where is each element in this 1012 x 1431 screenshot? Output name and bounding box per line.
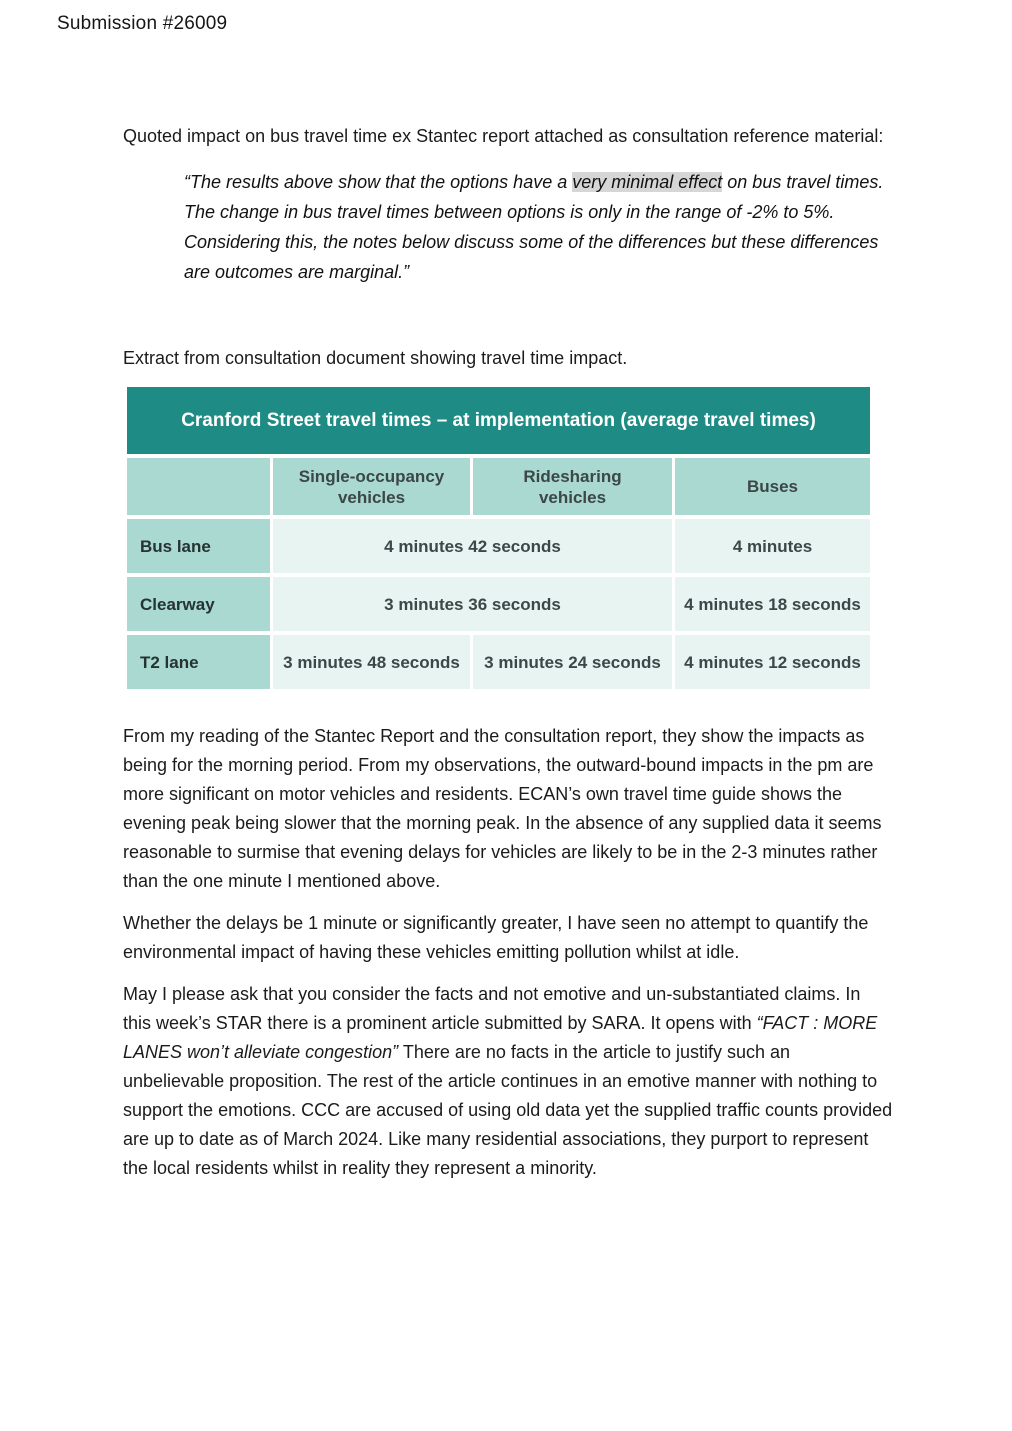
document-body <box>123 122 893 1196</box>
facts-text-pre: May I please ask that you consider the facts and not emotive and un-substantiated claims. In this week’s STAR there is a prominent article submitted by SARA. It opens with <box>123 984 861 1033</box>
table-col-header-single-occupancy: Single-occupancy vehicles <box>273 458 470 515</box>
table-row-label-clearway: Clearway <box>127 577 270 631</box>
page-title: Submission #26009 <box>57 13 228 34</box>
quote-text-post: on bus travel times. The change in bus travel times between options is only in the range of -2% to 5%. Considering this, the notes below discuss some of the differences but these differences are outcomes are marginal.” <box>184 172 884 282</box>
table-cell-clearway-buses: 4 minutes 18 seconds <box>675 577 870 631</box>
blockquote-stantec <box>184 167 886 287</box>
travel-times-table <box>127 387 870 689</box>
table-cell-t2-ridesharing: 3 minutes 24 seconds <box>473 635 672 689</box>
table-cell-bus-lane-merged: 4 minutes 42 seconds <box>273 519 672 573</box>
paragraph-reading-impacts: From my reading of the Stantec Report and the consultation report, they show the impacts as being for the morning period. From my observations, the outward-bound impacts in the pm are more significant on motor vehicles and residents. ECAN’s own travel time guide shows the evening peak being slower that the morning peak. In the absence of any supplied data it seems reasonable to surmise that evening delays for vehicles are likely to be in the 2-3 minutes rather than the one minute I mentioned above. <box>123 726 882 891</box>
table-row-label-bus-lane: Bus lane <box>127 519 270 573</box>
paragraph-delays-environment: Whether the delays be 1 minute or significantly greater, I have seen no attempt to quantify the environmental impact of having these vehicles emitting pollution whilst at idle. <box>123 913 869 962</box>
facts-text-post: There are no facts in the article to justify such an unbelievable proposition. The rest of the article continues in an emotive manner with nothing to support the emotions. CCC are accused of using old data yet the supplied traffic counts provided are up to date as of March 2024. Like many residential associations, they purport to represent the local residents whilst in reality they represent a minority. <box>123 1042 893 1178</box>
facts-quoted-headline: “FACT : MORE LANES won’t alleviate congestion” <box>123 1013 878 1062</box>
paragraph-extract-caption: Extract from consultation document showing travel time impact. <box>123 348 628 368</box>
table-col-header-empty <box>127 458 270 515</box>
table-cell-t2-sov: 3 minutes 48 seconds <box>273 635 470 689</box>
paragraph-quoted-impact: Quoted impact on bus travel time ex Stantec report attached as consultation reference material: <box>123 126 884 146</box>
quote-highlighted-phrase: very minimal effect <box>572 172 723 192</box>
table-col-header-ridesharing: Ridesharing vehicles <box>473 458 672 515</box>
table-cell-bus-lane-buses: 4 minutes <box>675 519 870 573</box>
table-title: Cranford Street travel times – at implementation (average travel times) <box>127 387 870 454</box>
table-cell-clearway-merged: 3 minutes 36 seconds <box>273 577 672 631</box>
table-cell-t2-buses: 4 minutes 12 seconds <box>675 635 870 689</box>
table-row-label-t2-lane: T2 lane <box>127 635 270 689</box>
table-col-header-buses: Buses <box>675 458 870 515</box>
paragraph-facts-claims <box>123 980 893 1183</box>
quote-text-pre: “The results above show that the options have a <box>184 172 573 192</box>
